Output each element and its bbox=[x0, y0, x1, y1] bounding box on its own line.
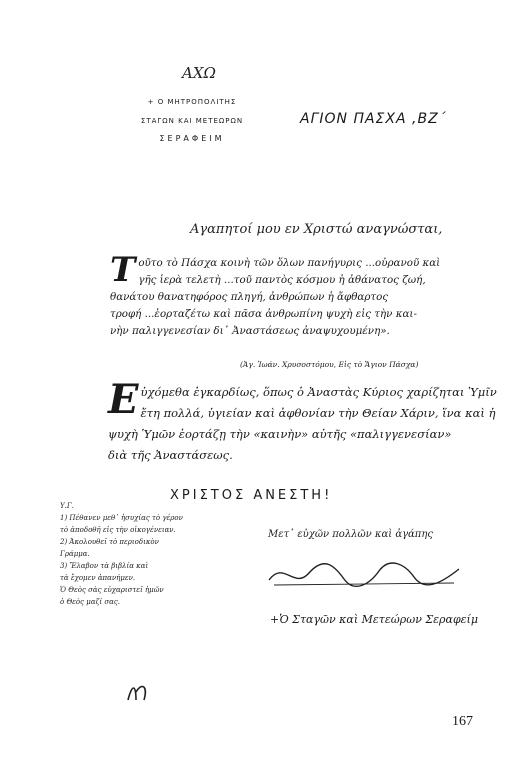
handwritten-signature bbox=[264, 555, 464, 595]
note-line: Γράμμα. bbox=[60, 550, 90, 558]
signatory: +Ὁ Σταγῶν καὶ Μετεώρων Σεραφείμ bbox=[270, 613, 479, 626]
quote-line: οῦτο τὸ Πάσχα κοινὴ τῶν ὅλων πανήγυρις ...οὐρανοῦ καὶ bbox=[138, 257, 441, 269]
note-line: ὁ Θεὸς μαζί σας. bbox=[60, 598, 120, 606]
note-line: Υ.Γ. bbox=[60, 502, 74, 510]
easter-greeting: ΧΡΙΣΤΟΣ ΑΝΕΣΤΗ! bbox=[170, 488, 333, 503]
page-title: ΑΓΙΟΝ ΠΑΣΧΑ ,ΒΖ΄ bbox=[300, 111, 447, 127]
monogram: ΑΧΩ bbox=[182, 64, 216, 82]
wish-line: ψυχὴ Ὑμῶν ἑορτάζῃ τὴν «καινὴν» αὐτῆς «παλιγγενεσίαν» bbox=[108, 427, 452, 441]
wish-line: ὐχόμεθα ἐγκαρδίως, ὅπως ὁ Ἀναστὰς Κύριος χαρίζηται Ὑμῖν bbox=[140, 385, 497, 399]
wish-initial: Ε bbox=[108, 376, 139, 423]
handwritten-notes bbox=[60, 500, 183, 608]
note-line: τὸ ἀποδοθῆ εἰς τὴν οἰκογένειαν. bbox=[60, 526, 176, 534]
letterhead-name: ΣΕΡΑΦΕΙΜ bbox=[159, 134, 225, 143]
handwritten-initial bbox=[124, 680, 154, 704]
salutation: Αγαπητοί μου εν Χριστώ αναγνώσται, bbox=[190, 222, 443, 237]
quote-block bbox=[110, 250, 475, 340]
note-line: τὰ ἔχομεν ἀπανήμεν. bbox=[60, 574, 136, 582]
quote-initial: Τ bbox=[110, 250, 136, 290]
note-line: Ὁ Θεὸς σὰς εὐχαριστεῖ ἡμῶν bbox=[60, 586, 164, 594]
closing-wishes: Μετ᾿ εὐχῶν πολλῶν καὶ ἀγάπης bbox=[268, 529, 433, 540]
note-line: 3) Ἔλαβον τὰ βιβλία καὶ bbox=[60, 562, 149, 570]
wish-line: ἔτη πολλά, ὑγιείαν καὶ ἀφθονίαν τὴν Θείαν Χάριν, ἵνα καὶ ἡ bbox=[140, 406, 496, 420]
letterhead-line1: + Ο ΜΗΤΡΟΠΟΛΙΤΗΣ bbox=[147, 98, 237, 106]
page-number: 167 bbox=[452, 714, 473, 729]
quote-line: νὴν παλιγγενεσίαν δι᾿ Ἀναστάσεως ἀναψυχουμένη». bbox=[110, 325, 390, 337]
letterhead-line2: ΣΤΑΓΩΝ ΚΑΙ ΜΕΤΕΩΡΩΝ bbox=[140, 117, 244, 125]
quote-line: θανάτου θανατηφόρος πληγή, ἀνθρώπων ἡ ἄφθαρτος bbox=[110, 291, 389, 303]
note-line: 1) Πέθανεν μεθ᾿ ἡσυχίας τὸ γέρον bbox=[60, 514, 183, 522]
quote-source: (Ἁγ. Ἰωάν. Χρυσοστόμου, Εἰς τὸ Ἅγιον Πάσχα) bbox=[240, 360, 419, 369]
note-line: 2) Ἀκολουθεῖ τὸ περιοδικὸν bbox=[60, 538, 159, 546]
wish-block bbox=[108, 376, 497, 466]
wish-line: διὰ τῆς Ἀναστάσεως. bbox=[108, 448, 233, 462]
quote-line: τροφή ...ἑορταζέτω καὶ πᾶσα ἀνθρωπίνη ψυχὴ εἰς τὴν και- bbox=[110, 308, 417, 320]
quote-line: γῆς ἱερὰ τελετὴ ...τοῦ παντὸς κόσμου ἡ ἀθάνατος ζωή, bbox=[138, 274, 426, 286]
